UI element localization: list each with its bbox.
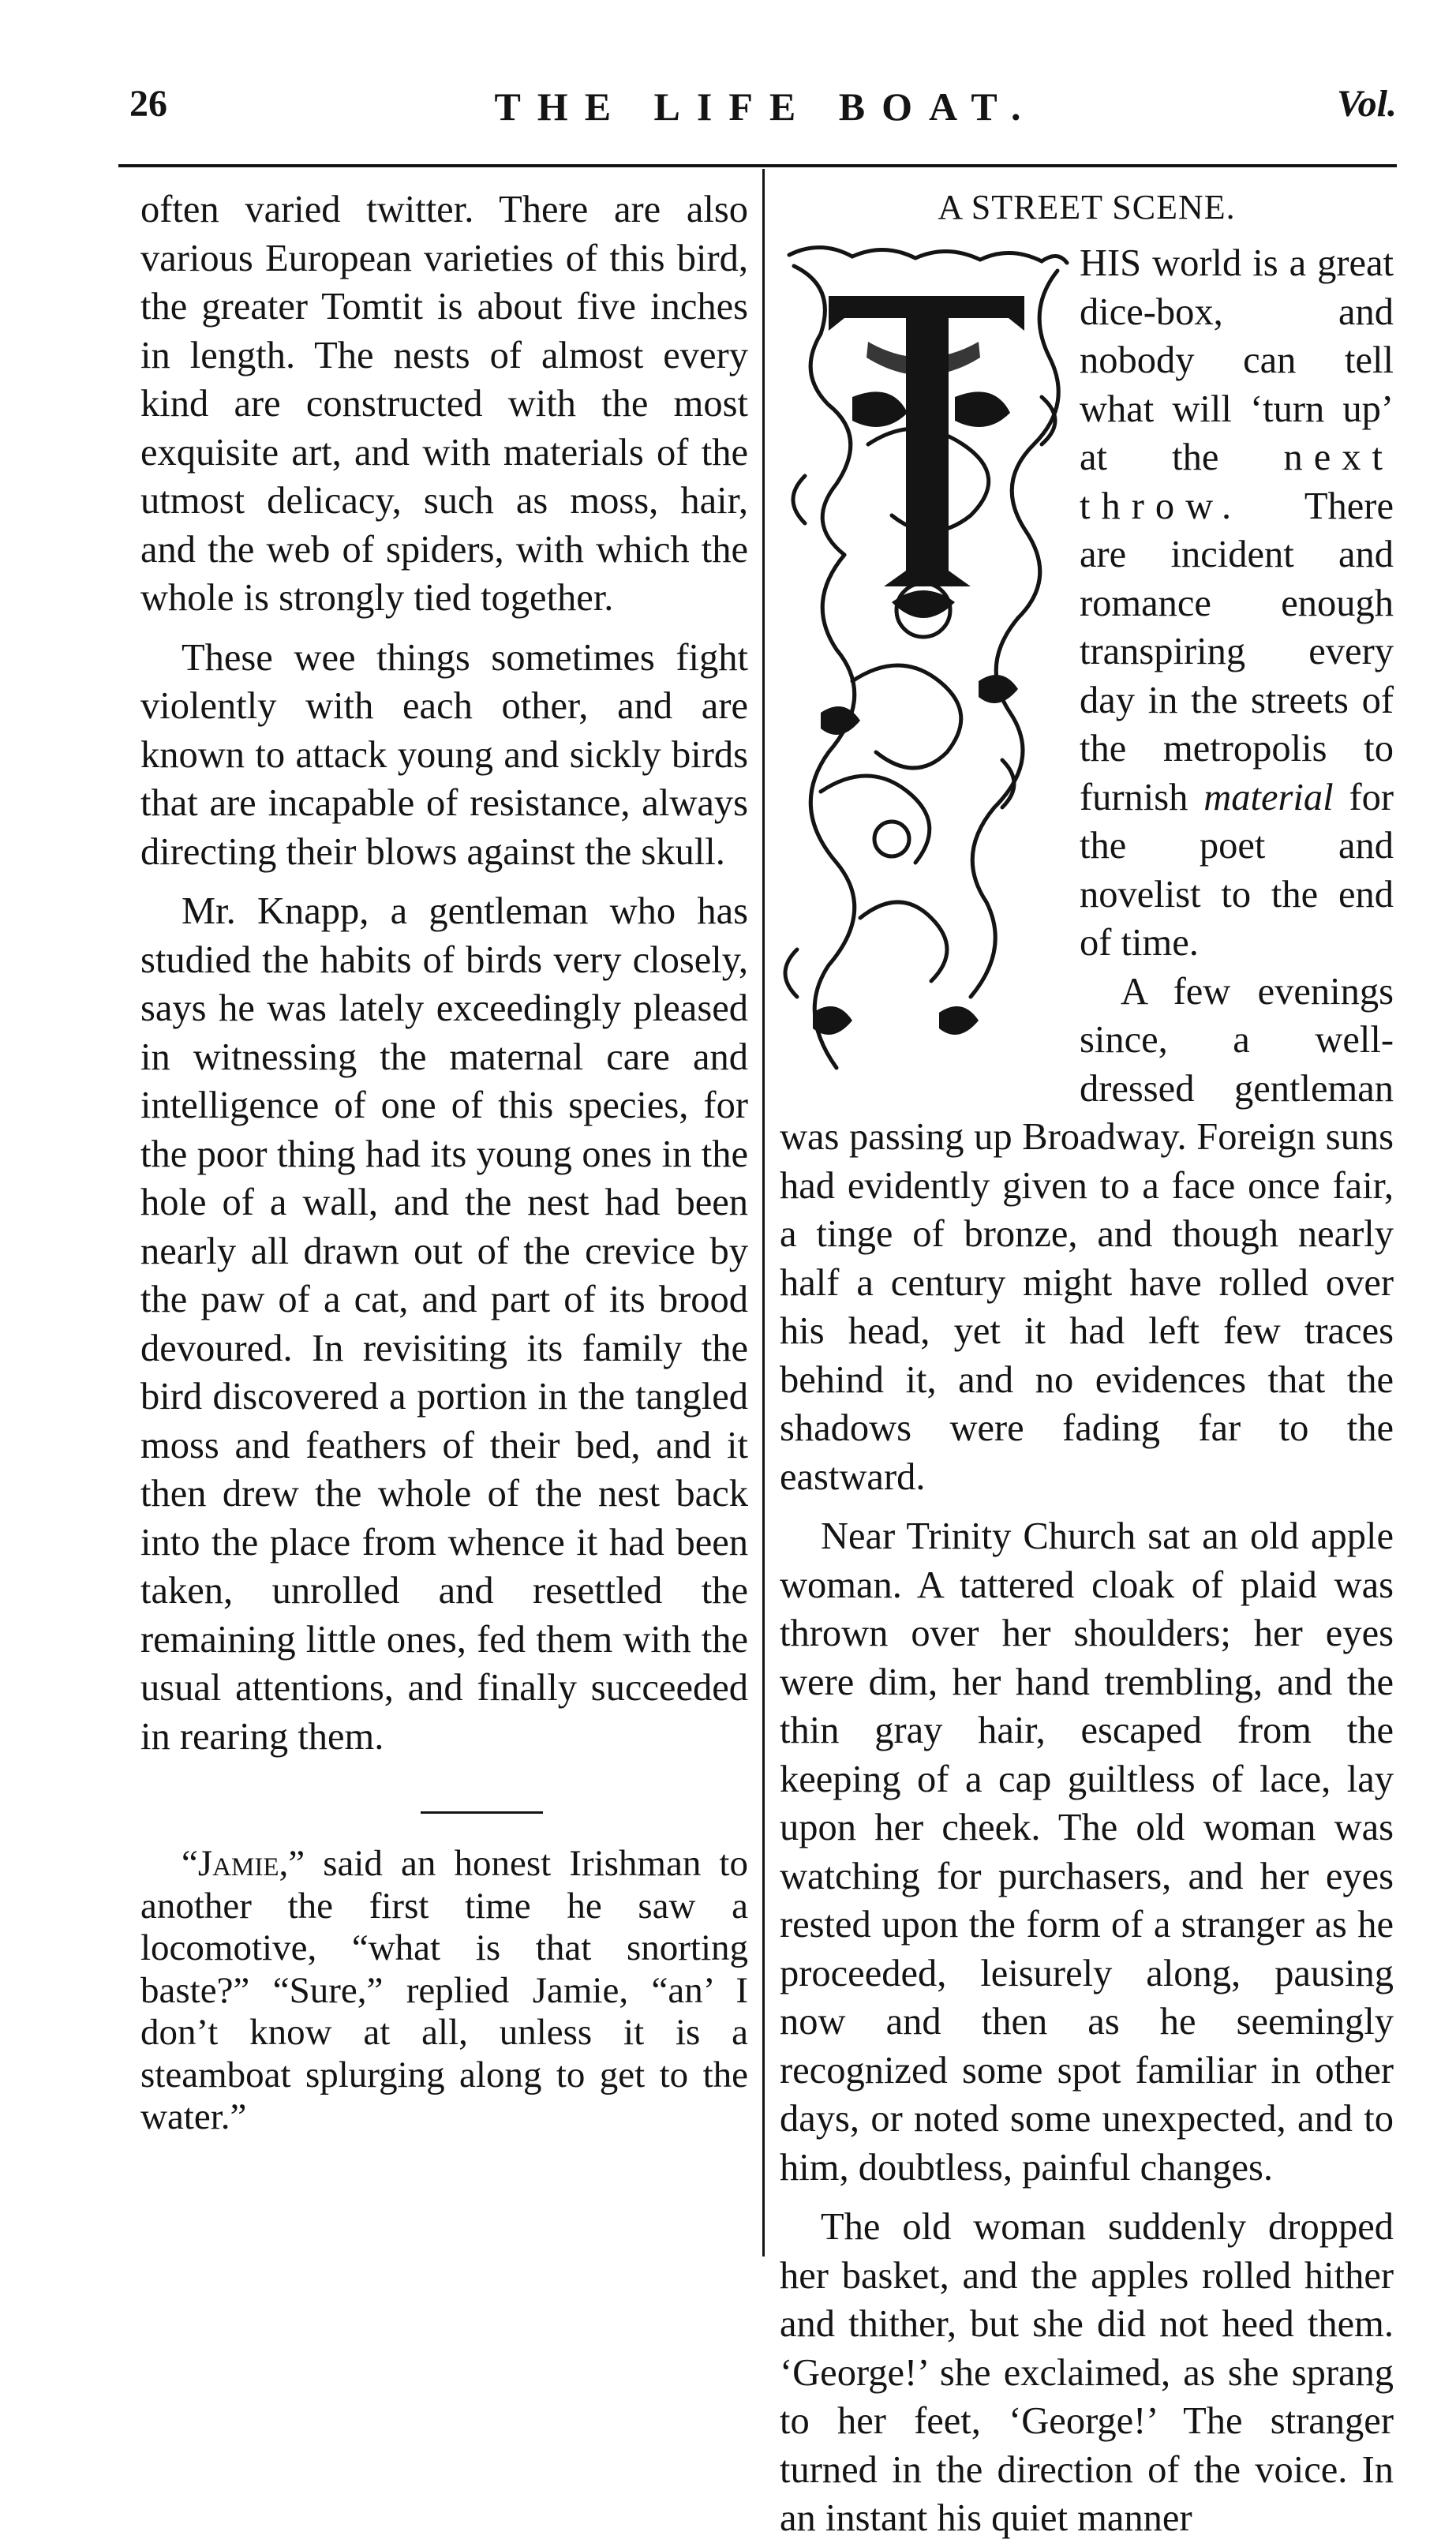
header-rule	[118, 164, 1397, 167]
left-paragraph-3: Mr. Knapp, a gentleman who has studied the habits of birds very closely, says he was lately exceedingly pleased in witnessing the maternal care and intelligence of one of this species, for the poor thing had its young ones in the hole of a wall, and the nest had been nearly all drawn out of the crevice by the paw of a cat, and part of its brood devoured. In revisiting its family the bird discovered a portion in the tangled moss and feathers of their bed, and it then drew the whole of the nest back into the place from whence it had been taken, unrolled and resettled the remaining little ones, fed them with the usual attentions, and finally succeeded in rearing them.	[140, 890, 748, 1758]
jamie-anecdote	[140, 1843, 748, 2139]
right-paragraph-4: The old woman suddenly dropped her basket, and the apples rolled hither and thither, but she did not heed them. ‘George!’ she exclaimed, as she sprang to her feet, ‘George!’ The stranger turned in the direction of the voice. In an instant his quiet manner	[780, 2206, 1394, 2539]
article-heading: A STREET SCENE.	[938, 188, 1236, 227]
anecdote-name: Jamie	[197, 1843, 279, 1884]
left-paragraph-2: These wee things sometimes fight violently with each other, and are known to attack young and sickly birds that are incapable of resistance, always directing their blows against the skull.	[140, 636, 748, 873]
anecdote-text: ,” said an honest Irishman to another the first time he saw a locomotive, “what is that snorting baste?” “Sure,” replied Jamie, “an’ I don’t know at all, unless it is a steamboat splurging along to get to the water.”	[140, 1843, 748, 2137]
italic-word: material	[1203, 776, 1334, 818]
left-column	[140, 185, 748, 2139]
anecdote-open-quote: “	[182, 1843, 198, 1884]
intro-text-1: There are incident and romance enough transpiring every day in the streets of the metropolis to furnish	[1080, 485, 1394, 818]
running-title: THE LIFE BOAT.	[494, 84, 1038, 129]
left-paragraph-1: often varied twitter. There are also various European varieties of this bird, the greater Tomtit is about five inches in length. The nests of almost every kind are constructed with the most exquisite art, and with materials of the utmost delicacy, such as moss, hair, and the web of spiders, with which the whole is strongly tied together.	[140, 189, 748, 619]
dropcap-continuation: HIS world is a great dice-box, and nobody can tell what will ‘turn up’ at the	[1080, 242, 1394, 478]
spaced-phrase: next throw.	[1080, 436, 1394, 527]
section-separator-rule	[421, 1811, 543, 1814]
intro-text-2: for the poet and novelist to the end of time.	[1080, 776, 1394, 964]
page-number: 26	[129, 83, 167, 125]
volume-label: Vol.	[1336, 83, 1397, 125]
ornamental-dropcap-t	[773, 239, 1076, 1084]
running-header	[118, 73, 1397, 144]
column-divider	[762, 169, 765, 2256]
right-paragraph-3: Near Trinity Church sat an old apple woman. A tattered cloak of plaid was thrown over her shoulders; her eyes were dim, her hand trembling, and the thin gray hair, escaped from the keeping of a cap guiltless of lace, lay upon her cheek. The old woman was watching for purchasers, and her eyes rested upon the form of a stranger as he proceeded, leisurely along, pausing now and then as he seemingly recognized some spot familiar in other days, or noted some unexpected, and to him, doubtless, painful changes.	[780, 1515, 1394, 2189]
right-paragraph-2: A few evenings since, a well-dressed gentleman was passing up Broadway. Foreign suns had evidently given to a face once fair, a tinge of bronze, and though nearly half a century might have rolled over his head, yet it had left few traces behind it, and no evidences that the shadows were fading far to the eastward.	[780, 970, 1394, 1498]
right-column	[780, 185, 1394, 2543]
